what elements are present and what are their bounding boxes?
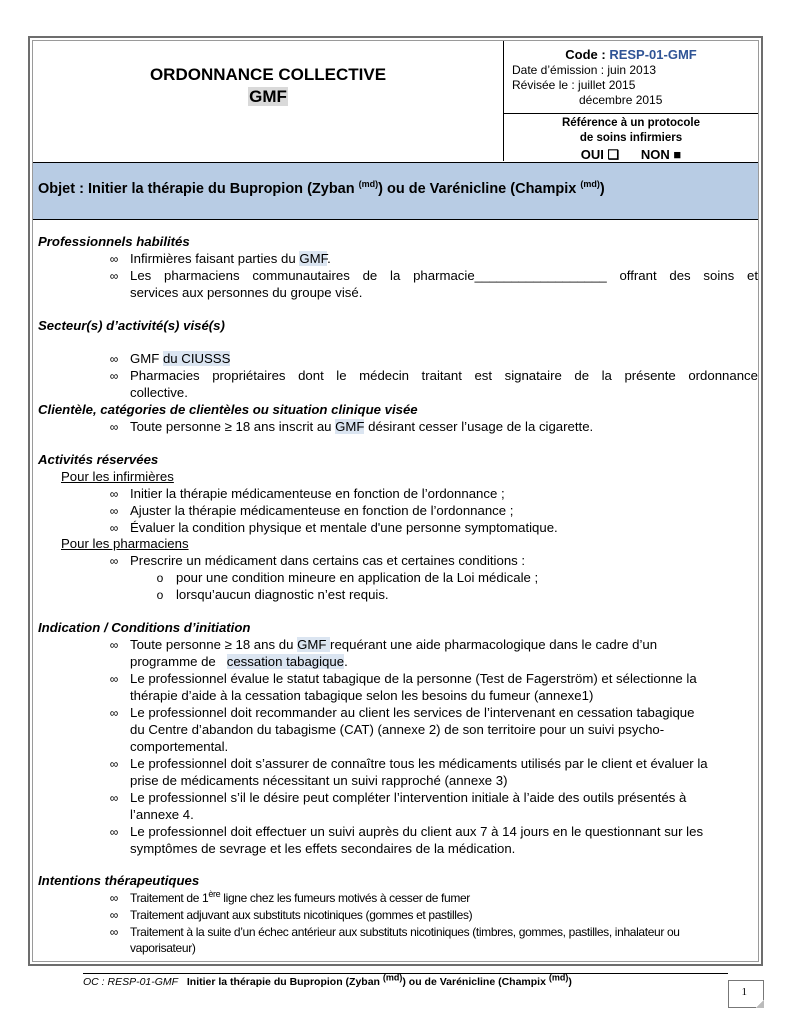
bullet-icon: ∞	[109, 925, 119, 939]
objet-sup-2: (md)	[580, 179, 600, 190]
list-item: Prescrire un médicament dans certains cas et certaines conditions :	[130, 553, 526, 568]
bullet-icon: ∞	[109, 791, 119, 805]
item-text: .	[327, 251, 331, 266]
item-text: programme de	[130, 654, 227, 669]
reference-line-2: de soins infirmiers	[579, 132, 683, 144]
document-frame	[28, 36, 763, 966]
list-item-cont: prise de médicaments nécessitant un suivi rapproché (annexe 3)	[130, 773, 508, 788]
sub-bullet-icon: o	[156, 571, 164, 585]
item-text: Toute personne ≥ 18 ans inscrit au	[130, 419, 336, 434]
page-footer	[83, 972, 572, 988]
reference-protocole	[504, 113, 758, 146]
footer-divider	[83, 973, 728, 974]
bullet-icon: ∞	[109, 269, 119, 283]
footer-sup: (md)	[548, 972, 569, 983]
item-text: GMF	[130, 351, 163, 366]
highlight-ciusss: du CIUSSS	[162, 351, 231, 366]
item-text: Toute personne ≥ 18 ans du	[130, 637, 298, 652]
objet-part-3: )	[599, 181, 605, 197]
document-subtitle	[33, 87, 503, 107]
sub-bullet-icon: o	[156, 588, 164, 602]
bullet-icon: ∞	[109, 521, 119, 535]
list-item: Évaluer la condition physique et mentale d'une personne symptomatique.	[130, 520, 558, 535]
bullet-icon: ∞	[109, 706, 119, 720]
list-item: Le professionnel doit s’assurer de connaître tous les médicaments utilisés par le client et évaluer la	[130, 756, 708, 771]
header-title-box	[33, 41, 504, 161]
list-item: Pharmacies propriétaires dont le médecin traitant est signataire de la présente ordonnance	[130, 368, 758, 383]
highlight-cessation: cessation tabagique	[226, 654, 345, 669]
code-label: Code :	[565, 47, 610, 62]
section-title-professionnels: Professionnels habilités	[38, 234, 190, 249]
list-item: Le professionnel évalue le statut tabagique de la personne (Test de Fagerström) et sélectionne la	[130, 671, 697, 686]
highlight-gmf: GMF	[297, 637, 331, 652]
list-item	[130, 351, 230, 368]
list-item	[130, 251, 331, 268]
bullet-icon: ∞	[109, 825, 119, 839]
header-meta-box	[504, 41, 758, 161]
date-emission: Date d’émission : juin 2013	[512, 63, 657, 77]
bullet-icon: ∞	[109, 757, 119, 771]
code-value: RESP-01-GMF	[609, 47, 697, 62]
list-item-cont: collective.	[130, 385, 188, 400]
list-item-cont: symptômes de sevrage et les effets secondaires de la médication.	[130, 841, 516, 856]
highlight-gmf: GMF	[335, 419, 365, 434]
highlight-gmf: GMF	[299, 251, 328, 266]
bullet-icon: ∞	[109, 369, 119, 383]
list-item-cont: l’annexe 4.	[130, 807, 194, 822]
page-number-box	[728, 980, 764, 1008]
bullet-icon: ∞	[109, 352, 119, 366]
list-item	[130, 890, 470, 907]
objet-part-1: Objet : Initier la thérapie du Bupropion (Zyban	[38, 181, 359, 197]
bullet-icon: ∞	[109, 487, 119, 501]
footer-text: ) ou de Varénicline (Champix	[402, 976, 549, 988]
item-text: ligne chez les fumeurs motivés à cesser de fumer	[220, 891, 470, 905]
list-item: Le professionnel doit recommander au client les services de l’intervenant en cessation tabagique	[130, 705, 695, 720]
bullet-icon: ∞	[109, 252, 119, 266]
item-text: requérant une aide pharmacologique dans le cadre d’un	[330, 637, 658, 652]
page-number: 1	[741, 986, 747, 998]
sub-list-item: lorsqu’aucun diagnostic n’est requis.	[176, 587, 389, 602]
footer-code: OC : RESP-01-GMF	[83, 976, 179, 988]
section-title-activites: Activités réservées	[38, 452, 159, 467]
list-item-cont: du Centre d’abandon du tabagisme (CAT) (annexe 2) de son territoire pour un suivi psycho-	[130, 722, 665, 737]
date-revisee-2: décembre 2015	[579, 93, 663, 107]
bullet-icon: ∞	[109, 672, 119, 686]
list-item-cont: vaporisateur)	[130, 941, 196, 955]
item-text: Traitement de 1	[130, 891, 209, 905]
footer-text: Initier la thérapie du Bupropion (Zyban	[186, 976, 383, 988]
section-title-intentions: Intentions thérapeutiques	[38, 873, 200, 888]
list-item-cont: thérapie d’aide à la cessation tabagique selon les besoins du fumeur (annexe1)	[130, 688, 594, 703]
non-checkbox: NON ■	[640, 147, 682, 162]
objet-band	[33, 162, 758, 220]
subsection-pharmaciens: Pour les pharmaciens	[61, 536, 189, 551]
bullet-icon: ∞	[109, 908, 119, 922]
oui-checkbox: OUI ❑	[580, 147, 620, 162]
bullet-icon: ∞	[109, 638, 119, 652]
footer-text: )	[568, 976, 572, 988]
objet-part-2: ) ou de Varénicline (Champix	[378, 181, 581, 197]
subsection-infirmieres: Pour les infirmières	[61, 469, 174, 484]
item-text: désirant cesser l’usage de la cigarette.	[364, 419, 594, 434]
objet-text	[38, 181, 605, 197]
section-title-clientele: Clientèle, catégories de clientèles ou situation clinique visée	[38, 402, 418, 417]
list-item-cont: services aux personnes du groupe visé.	[130, 285, 363, 300]
code-line	[504, 47, 758, 62]
document-title: ORDONNANCE COLLECTIVE	[149, 65, 387, 84]
list-item: Initier la thérapie médicamenteuse en fonction de l’ordonnance ;	[130, 486, 505, 501]
list-item-cont	[130, 654, 348, 671]
list-item: Les pharmaciens communautaires de la pharmacie__________________ offrant des soins et	[130, 268, 758, 283]
item-text: .	[344, 654, 348, 669]
objet-sup-1: (md)	[358, 179, 379, 190]
list-item-cont: comportemental.	[130, 739, 229, 754]
reference-line-1: Référence à un protocole	[561, 117, 701, 129]
sub-list-item: pour une condition mineure en application de la Loi médicale ;	[176, 570, 539, 585]
bullet-icon: ∞	[109, 420, 119, 434]
bullet-icon: ∞	[109, 891, 119, 905]
document-body	[33, 219, 758, 961]
date-revisee: Révisée le : juillet 2015	[512, 78, 636, 92]
section-title-secteurs: Secteur(s) d’activité(s) visé(s)	[38, 318, 225, 333]
list-item	[130, 419, 593, 436]
list-item	[130, 637, 657, 654]
bullet-icon: ∞	[109, 554, 119, 568]
list-item: Ajuster la thérapie médicamenteuse en fonction de l’ordonnance ;	[130, 503, 514, 518]
subtitle-gmf: GMF	[249, 87, 287, 106]
section-title-indication: Indication / Conditions d’initiation	[38, 620, 251, 635]
footer-sup: (md)	[382, 972, 403, 983]
list-item: Le professionnel s’il le désire peut compléter l’intervention initiale à l’aide des outils présentés à	[130, 790, 687, 805]
list-item: Traitement adjuvant aux substituts nicotiniques (gommes et pastilles)	[130, 908, 473, 922]
document-inner	[32, 40, 759, 962]
list-item: Traitement à la suite d’un échec antérieur aux substituts nicotiniques (timbres, gommes, pastilles, inhalateur ou	[130, 925, 680, 939]
superscript: ère	[208, 889, 221, 899]
item-text: Infirmières faisant parties du	[130, 251, 300, 266]
oui-non-choice	[504, 147, 758, 163]
list-item: Le professionnel doit effectuer un suivi auprès du client aux 7 à 14 jours en le questionnant sur les	[130, 824, 704, 839]
bullet-icon: ∞	[109, 504, 119, 518]
